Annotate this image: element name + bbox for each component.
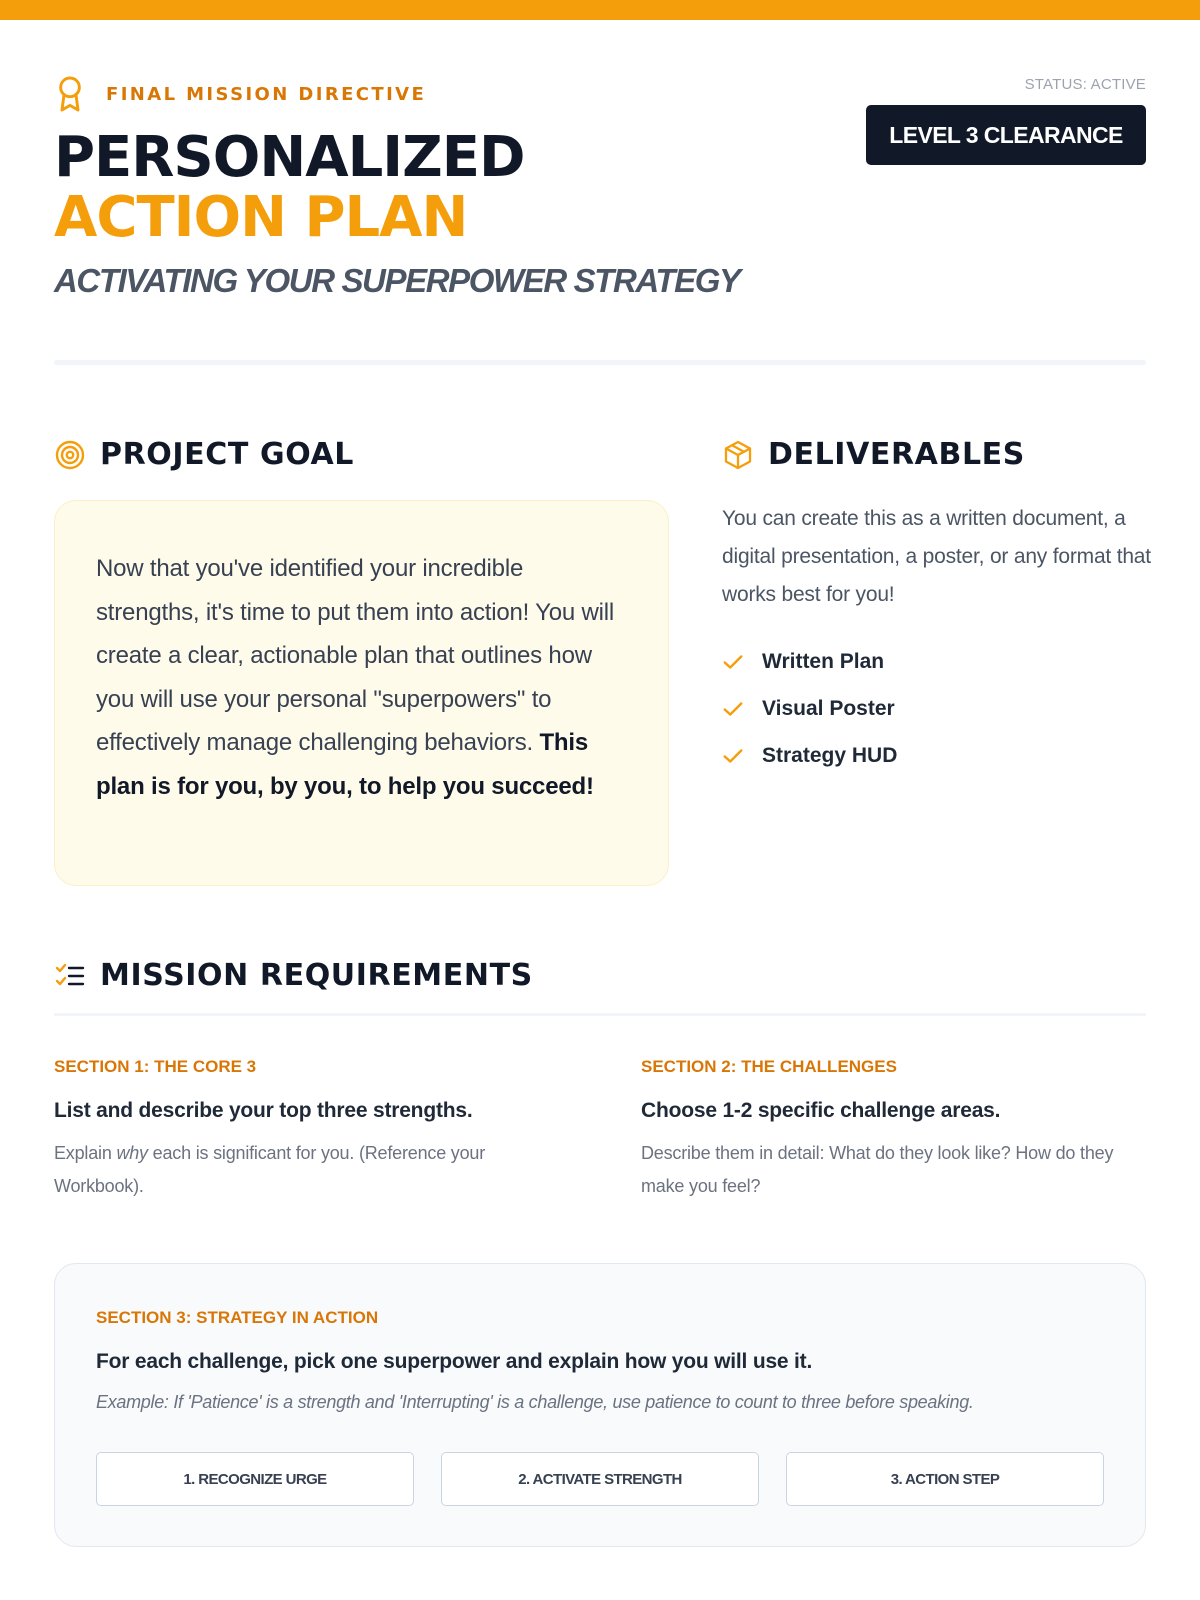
page-title (54, 125, 525, 250)
eyebrow-label: FINAL MISSION DIRECTIVE (106, 83, 427, 105)
section-3-strategy-card (54, 1263, 1146, 1547)
section-2-title: Choose 1-2 specific challenge areas. (641, 1099, 1001, 1122)
project-goal-header (54, 437, 354, 472)
section-2-label: SECTION 2: THE CHALLENGES (641, 1057, 897, 1076)
section-1-title: List and describe your top three strengths. (54, 1099, 473, 1122)
check-icon (722, 745, 744, 767)
step-action-step: 3. ACTION STEP (786, 1452, 1104, 1506)
step-activate-strength: 2. ACTIVATE STRENGTH (441, 1452, 759, 1506)
package-box-icon (722, 439, 754, 471)
status-label: STATUS: ACTIVE (1024, 76, 1146, 93)
deliverable-label: Visual Poster (762, 696, 895, 720)
mission-requirements-header (54, 958, 533, 993)
list-item (722, 732, 897, 779)
section-1-desc-emphasis: why (116, 1143, 148, 1163)
page-subtitle: ACTIVATING YOUR SUPERPOWER STRATEGY (54, 262, 740, 299)
section-1-label: SECTION 1: THE CORE 3 (54, 1057, 257, 1076)
mission-requirements-heading: MISSION REQUIREMENTS (100, 958, 533, 993)
award-ribbon-icon (54, 74, 86, 114)
project-goal-body: Now that you've identified your incredible strengths, it's time to put them into action! You will create a clear, actionable plan that outlines how you will use your personal "superpowers" to effectively manage challenging behaviors. (96, 555, 615, 756)
section-1-desc-pre: Explain (54, 1143, 117, 1163)
deliverable-label: Written Plan (762, 649, 885, 673)
page-title-line-1: PERSONALIZED (54, 125, 525, 190)
strategy-steps (96, 1452, 1104, 1506)
step-recognize-urge: 1. RECOGNIZE URGE (96, 1452, 414, 1506)
header-divider (54, 360, 1146, 365)
deliverables-heading: DELIVERABLES (768, 437, 1025, 472)
list-item (722, 685, 897, 732)
section-2-challenges (641, 1057, 1146, 1203)
checklist-icon (54, 960, 86, 992)
section-3-example: Example: If 'Patience' is a strength and 'Interrupting' is a challenge, use patience to count to three before speaking. (96, 1392, 974, 1412)
section-3-label: SECTION 3: STRATEGY IN ACTION (96, 1308, 379, 1327)
check-icon (722, 651, 744, 673)
section-1-description (54, 1137, 534, 1203)
deliverables-list (722, 638, 897, 779)
page-title-line-2: ACTION PLAN (54, 185, 468, 250)
eyebrow (54, 74, 426, 114)
section-1-core-3 (54, 1057, 534, 1203)
section-1-desc-post: each is significant for you. (Reference your Workbook). (54, 1143, 486, 1196)
clearance-badge: LEVEL 3 CLEARANCE (866, 105, 1146, 165)
page (54, 0, 1151, 1600)
section-2-description: Describe them in detail: What do they look like? How do they make you feel? (641, 1143, 1114, 1196)
project-goal-emphasis: This plan is for you, by you, to help you succeed! (96, 729, 594, 800)
deliverable-label: Strategy HUD (762, 743, 898, 767)
list-item (722, 638, 897, 685)
project-goal-heading: PROJECT GOAL (100, 437, 355, 472)
project-goal-text (96, 547, 628, 808)
target-icon (54, 439, 86, 471)
section-3-title: For each challenge, pick one superpower and explain how you will use it. (96, 1350, 813, 1373)
deliverables-intro: You can create this as a written document, a digital presentation, a poster, or any format that works best for you! (722, 507, 1151, 606)
check-icon (722, 698, 744, 720)
project-goal-card (54, 500, 669, 886)
deliverables-header (722, 437, 1025, 472)
requirements-divider (54, 1013, 1146, 1016)
